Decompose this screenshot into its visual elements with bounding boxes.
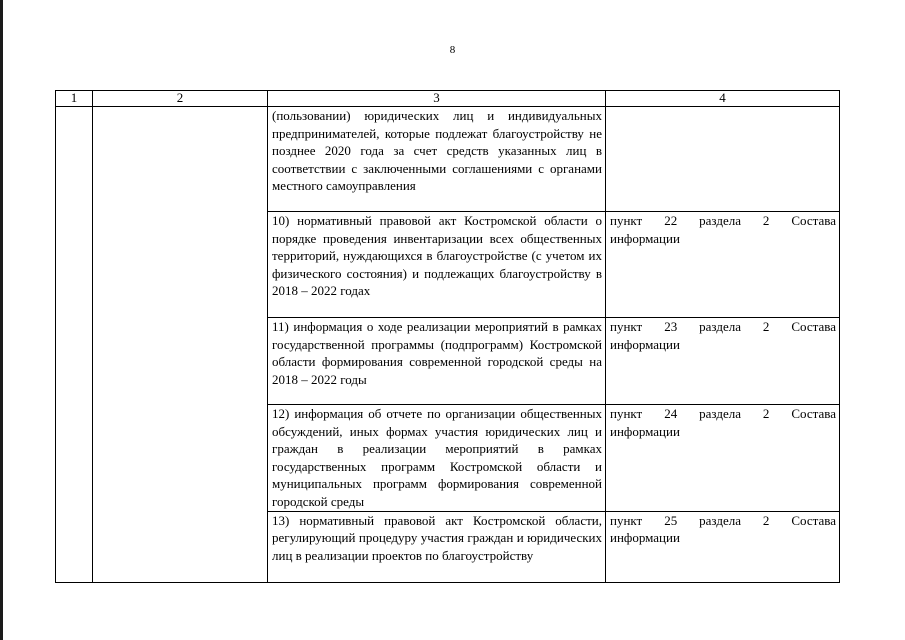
header-col-3: 3 [268,91,606,107]
document-table [55,90,840,583]
header-col-1: 1 [56,91,93,107]
col-1-cell [56,107,93,583]
header-col-4: 4 [606,91,840,107]
item-13-ref [606,511,840,582]
header-col-2: 2 [93,91,268,107]
item-12-text: 12) информация об отчете по организации общественных обсуждений, иных формах участия юридических лиц и граждан в реализации мероприятий в рамках государственных программ Костромской области и муниципальных программ формирования современной городской среды [268,405,606,512]
item-13-text: 13) нормативный правовой акт Костромской области, регулирующий процедуру участия граждан и юридических лиц в реализации проектов по благоустройству [268,511,606,582]
ref-line: информации [610,336,680,352]
ref-line: информации [610,230,680,246]
scan-edge [0,0,3,640]
ref-line: пункт 25 раздела 2 Состава [610,512,836,528]
item-11-text: 11) информация о ходе реализации мероприятий в рамках государственной программы (подпрограмм) Костромской области формирования современной городской среды на 2018 – 2022 годы [268,318,606,405]
ref-line: пункт 23 раздела 2 Состава [610,319,836,334]
item-10-text: 10) нормативный правовой акт Костромской области о порядке проведения инвентаризации всех общественных территорий, нуждающихся в благоустройстве (с учетом их физического состояния) и подлежащих благоустройству в 2018 – 2022 годах [268,212,606,318]
ref-line: пункт 24 раздела 2 Состава [610,406,836,421]
table-row [56,107,840,212]
ref-line: информации [610,423,680,439]
table-header-row [56,91,840,107]
col-2-cell [93,107,268,583]
page-number: 8 [449,44,456,56]
empty-ref-cell [606,107,840,212]
item-11-ref [606,318,840,405]
ref-line: информации [610,530,680,546]
ref-line: пункт 22 раздела 2 Состава [610,213,836,228]
item-12-ref [606,405,840,512]
item-10-ref [606,212,840,318]
continuation-text-cell: (пользовании) юридических лиц и индивидуальных предпринимателей, которые подлежат благоустройству не позднее 2020 года за счет средств указанных лиц в соответствии с заключенными соглашениями с органами местного самоуправления [268,107,606,212]
